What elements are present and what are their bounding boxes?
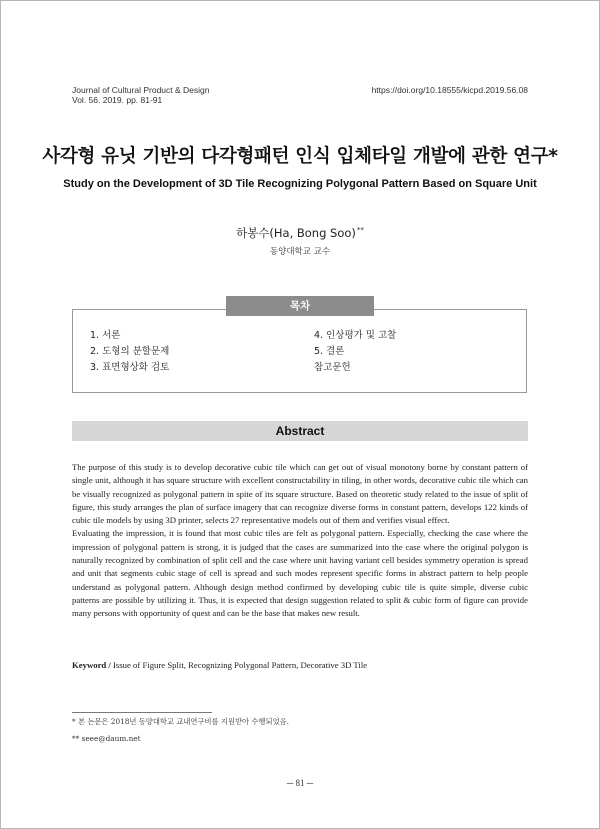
toc-item: 4. 인상평가 및 고찰: [314, 330, 397, 341]
abstract-paragraph: The purpose of this study is to develop decorative cubic tile which can get out of visual monotony borne by constant pattern of single unit, although it has square structure with excellent constructability in tiling, in other words, decorative cubic tile which can be visually recognized as polygonal pattern in spite of its square structure. Based on theoretic study related to the issue of split of figure, this study arranges the plan of surface imagery that can recognize diverse forms in constant pattern, develops 122 kinds of cubic tile models by using 3D printer, selects 27 representative models out of them and verifies visual effect.: [72, 462, 528, 526]
toc-item: 1. 서론: [90, 330, 121, 341]
toc-item: 3. 표면형상화 검토: [90, 362, 170, 373]
doi-link[interactable]: https://doi.org/10.18555/kicpd.2019.56.08: [371, 85, 528, 95]
author-line: [0, 225, 600, 241]
author-mark: **: [356, 226, 364, 234]
journal-header: [72, 85, 210, 105]
page-number: ─ 81 ─: [286, 778, 314, 788]
toc-left-column: [90, 328, 169, 376]
toc-item: 참고문헌: [314, 362, 351, 373]
toc-heading: 목차: [226, 296, 374, 316]
keyword-label: Keyword /: [72, 660, 111, 670]
journal-volume: Vol. 56. 2019. pp. 81-91: [72, 95, 163, 105]
keyword-line: [72, 660, 528, 670]
toc-item: 5. 결론: [314, 346, 345, 357]
footnote-funding: * 본 논문은 2018년 동양대학교 교내연구비를 지원받아 수행되었음.: [72, 717, 289, 726]
footnote-divider: [72, 712, 212, 713]
author-name: 하봉수(Ha, Bong Soo): [236, 226, 356, 240]
journal-name: Journal of Cultural Product & Design: [72, 85, 210, 95]
footnote-email: ** seee@daum.net: [72, 734, 141, 743]
keyword-text: Issue of Figure Split, Recognizing Polygonal Pattern, Decorative 3D Tile: [113, 660, 368, 670]
title-korean: 사각형 유닛 기반의 다각형패턴 인식 입체타일 개발에 관한 연구*: [42, 146, 558, 167]
toc-item: 2. 도형의 분할문제: [90, 346, 170, 357]
abstract-paragraph: Evaluating the impression, it is found that most cubic tiles are felt as polygonal pattern. Especially, checking the case where the impression of polygonal pattern is strong, it is judged that the cases are summarized into the case where the original polygon is naturally recognized by combination of split cell and the case where unit having variant cell besides symmetry operation is spread and unit that segments cubic stage of cell is spread and such modes represent specific forms in abstract pattern to help people understand as polygonal pattern. Although design method confirmed by developing cubic tile is quite simple, diverse cubic patterns are possible by utilizing it. Thus, it is expected that design suggestion related to split & cubic form of figure can provide many persons with opportunity of quest and can be the base that makes new result.: [72, 528, 528, 619]
abstract-heading: Abstract: [275, 424, 325, 438]
toc-right-column: [314, 328, 396, 376]
abstract-body: [72, 461, 528, 621]
author-affiliation: 동양대학교 교수: [269, 247, 331, 257]
title-english: Study on the Development of 3D Tile Recognizing Polygonal Pattern Based on Square Unit: [63, 178, 537, 190]
